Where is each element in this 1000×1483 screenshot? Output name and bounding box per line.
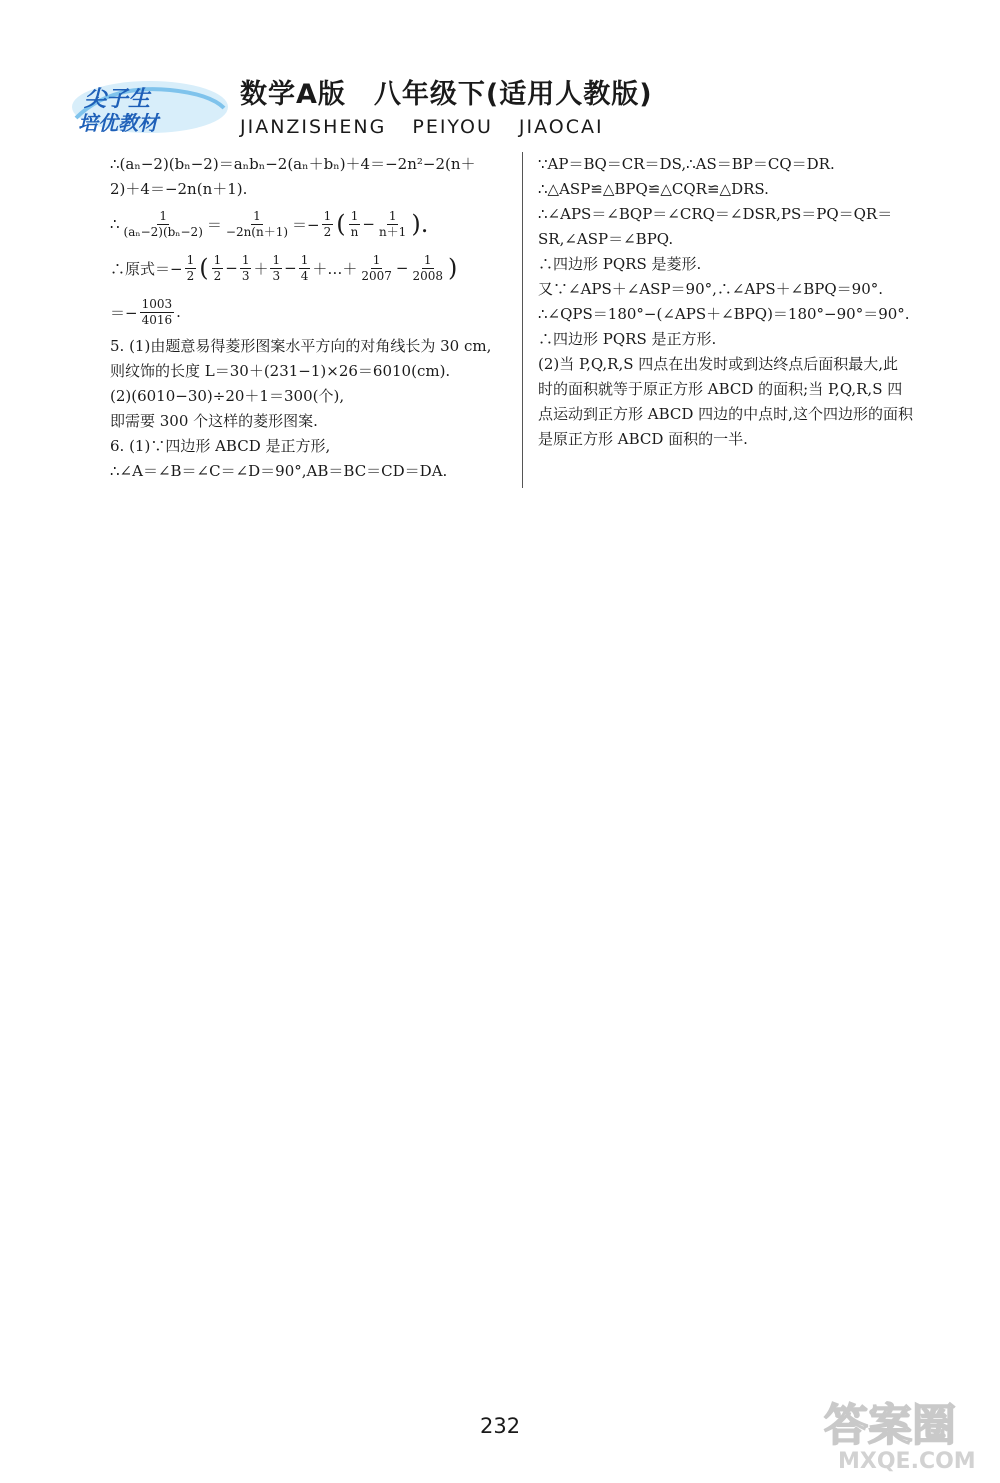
text-line: 时的面积就等于原正方形 ABCD 的面积;当 P,Q,R,S 四 <box>538 380 903 398</box>
book-subtitle: JIANZISHENG PEIYOU JIAOCAI <box>240 116 604 138</box>
fraction: $\frac{1}{3}$ <box>241 252 250 283</box>
operator: ＋ <box>253 259 269 278</box>
paren: ( <box>199 254 209 282</box>
paren: ). <box>411 210 429 238</box>
fraction: $\frac{1}{2008}$ <box>412 252 444 283</box>
text-line: ∴四边形 PQRS 是菱形. <box>538 255 702 273</box>
text-line: SR,∠ASP＝∠BPQ. <box>538 230 674 248</box>
text-line: 是原正方形 ABCD 面积的一半. <box>538 430 748 448</box>
text-line: ∴△ASP≌△BPQ≌△CQR≌△DRS. <box>538 180 769 198</box>
text-line: 即需要 300 个这样的菱形图案. <box>110 412 318 430</box>
operator: ＝− <box>292 215 320 234</box>
column-divider <box>522 152 523 488</box>
formula-line <box>110 246 508 290</box>
fraction: $\frac{1}{2}$ <box>186 252 195 283</box>
page-number: 232 <box>480 1414 521 1438</box>
text-line: (2)当 P,Q,R,S 四点在出发时或到达终点后面积最大,此 <box>538 355 899 373</box>
formula-line <box>110 202 508 246</box>
text-line: 点运动到正方形 ABCD 四边的中点时,这个四边形的面积 <box>538 405 913 423</box>
period: . <box>176 303 181 321</box>
paren: ) <box>448 254 458 282</box>
text-line: ∴∠A＝∠B＝∠C＝∠D＝90°,AB＝BC＝CD＝DA. <box>110 462 448 480</box>
publisher-logo <box>70 78 230 136</box>
fraction: $\frac{1}{3}$ <box>272 252 281 283</box>
operator: ＋…＋ <box>312 259 358 278</box>
watermark-logo <box>818 1388 993 1476</box>
fraction: $\frac{1}{n}$ <box>350 208 359 239</box>
fraction: $\frac{1}{2}$ <box>213 252 222 283</box>
fraction: $\frac{1003}{4016}$ <box>141 296 173 327</box>
text-line: ∴(aₙ−2)(bₙ−2)＝aₙbₙ−2(aₙ＋bₙ)＋4＝−2n²−2(n＋ <box>110 155 476 173</box>
symbol: ∴ <box>110 215 120 233</box>
right-column <box>538 152 940 452</box>
text-line: 5. (1)由题意易得菱形图案水平方向的对角线长为 30 cm, <box>110 337 492 355</box>
text-line: (2)(6010−30)÷20＋1＝300(个), <box>110 387 345 405</box>
fraction: $\frac{1}{\text{(aₙ−2)(bₙ−2)}}$ <box>123 208 203 239</box>
svg-text:答案圈: 答案圈 <box>824 1400 956 1451</box>
text-line: ∴∠QPS＝180°−(∠APS＋∠BPQ)＝180°−90°＝90°. <box>538 305 910 323</box>
operator: − <box>395 259 409 277</box>
svg-text:MXQE.COM: MXQE.COM <box>838 1449 976 1474</box>
text-line: ∴∠APS＝∠BQP＝∠CRQ＝∠DSR,PS＝PQ＝QR＝ <box>538 205 893 223</box>
operator: ＝− <box>110 303 138 322</box>
operator: − <box>225 259 238 277</box>
text-lead: ∴原式＝− <box>110 259 183 278</box>
left-column <box>110 152 508 484</box>
text-line: 2)＋4＝−2n(n＋1). <box>110 180 248 198</box>
operator: − <box>362 215 375 233</box>
operator: − <box>284 259 297 277</box>
text-line: 6. (1)∵四边形 ABCD 是正方形, <box>110 437 331 455</box>
text-line: ∵AP＝BQ＝CR＝DS,∴AS＝BP＝CQ＝DR. <box>538 155 835 173</box>
formula-line <box>110 290 508 334</box>
operator: ＝ <box>206 215 222 234</box>
text-line: ∴四边形 PQRS 是正方形. <box>538 330 717 348</box>
fraction: $\frac{1}{n+1}$ <box>378 208 407 239</box>
svg-text:培优教材: 培优教材 <box>78 111 158 135</box>
fraction: $\frac{1}{2007}$ <box>361 252 392 283</box>
text-line: 又∵∠APS＋∠ASP＝90°,∴∠APS＋∠BPQ＝90°. <box>538 280 884 298</box>
paren: ( <box>336 210 346 238</box>
text-line: 则纹饰的长度 L＝30＋(231−1)×26＝6010(cm). <box>110 362 451 380</box>
fraction: $\frac{1}{-2n(n+1)}$ <box>225 208 289 239</box>
svg-text:尖子生: 尖子生 <box>84 87 151 112</box>
fraction: $\frac{1}{4}$ <box>300 252 309 283</box>
book-title: 数学A版 八年级下(适用人教版) <box>240 79 653 110</box>
fraction: $\frac{1}{2}$ <box>323 208 332 239</box>
